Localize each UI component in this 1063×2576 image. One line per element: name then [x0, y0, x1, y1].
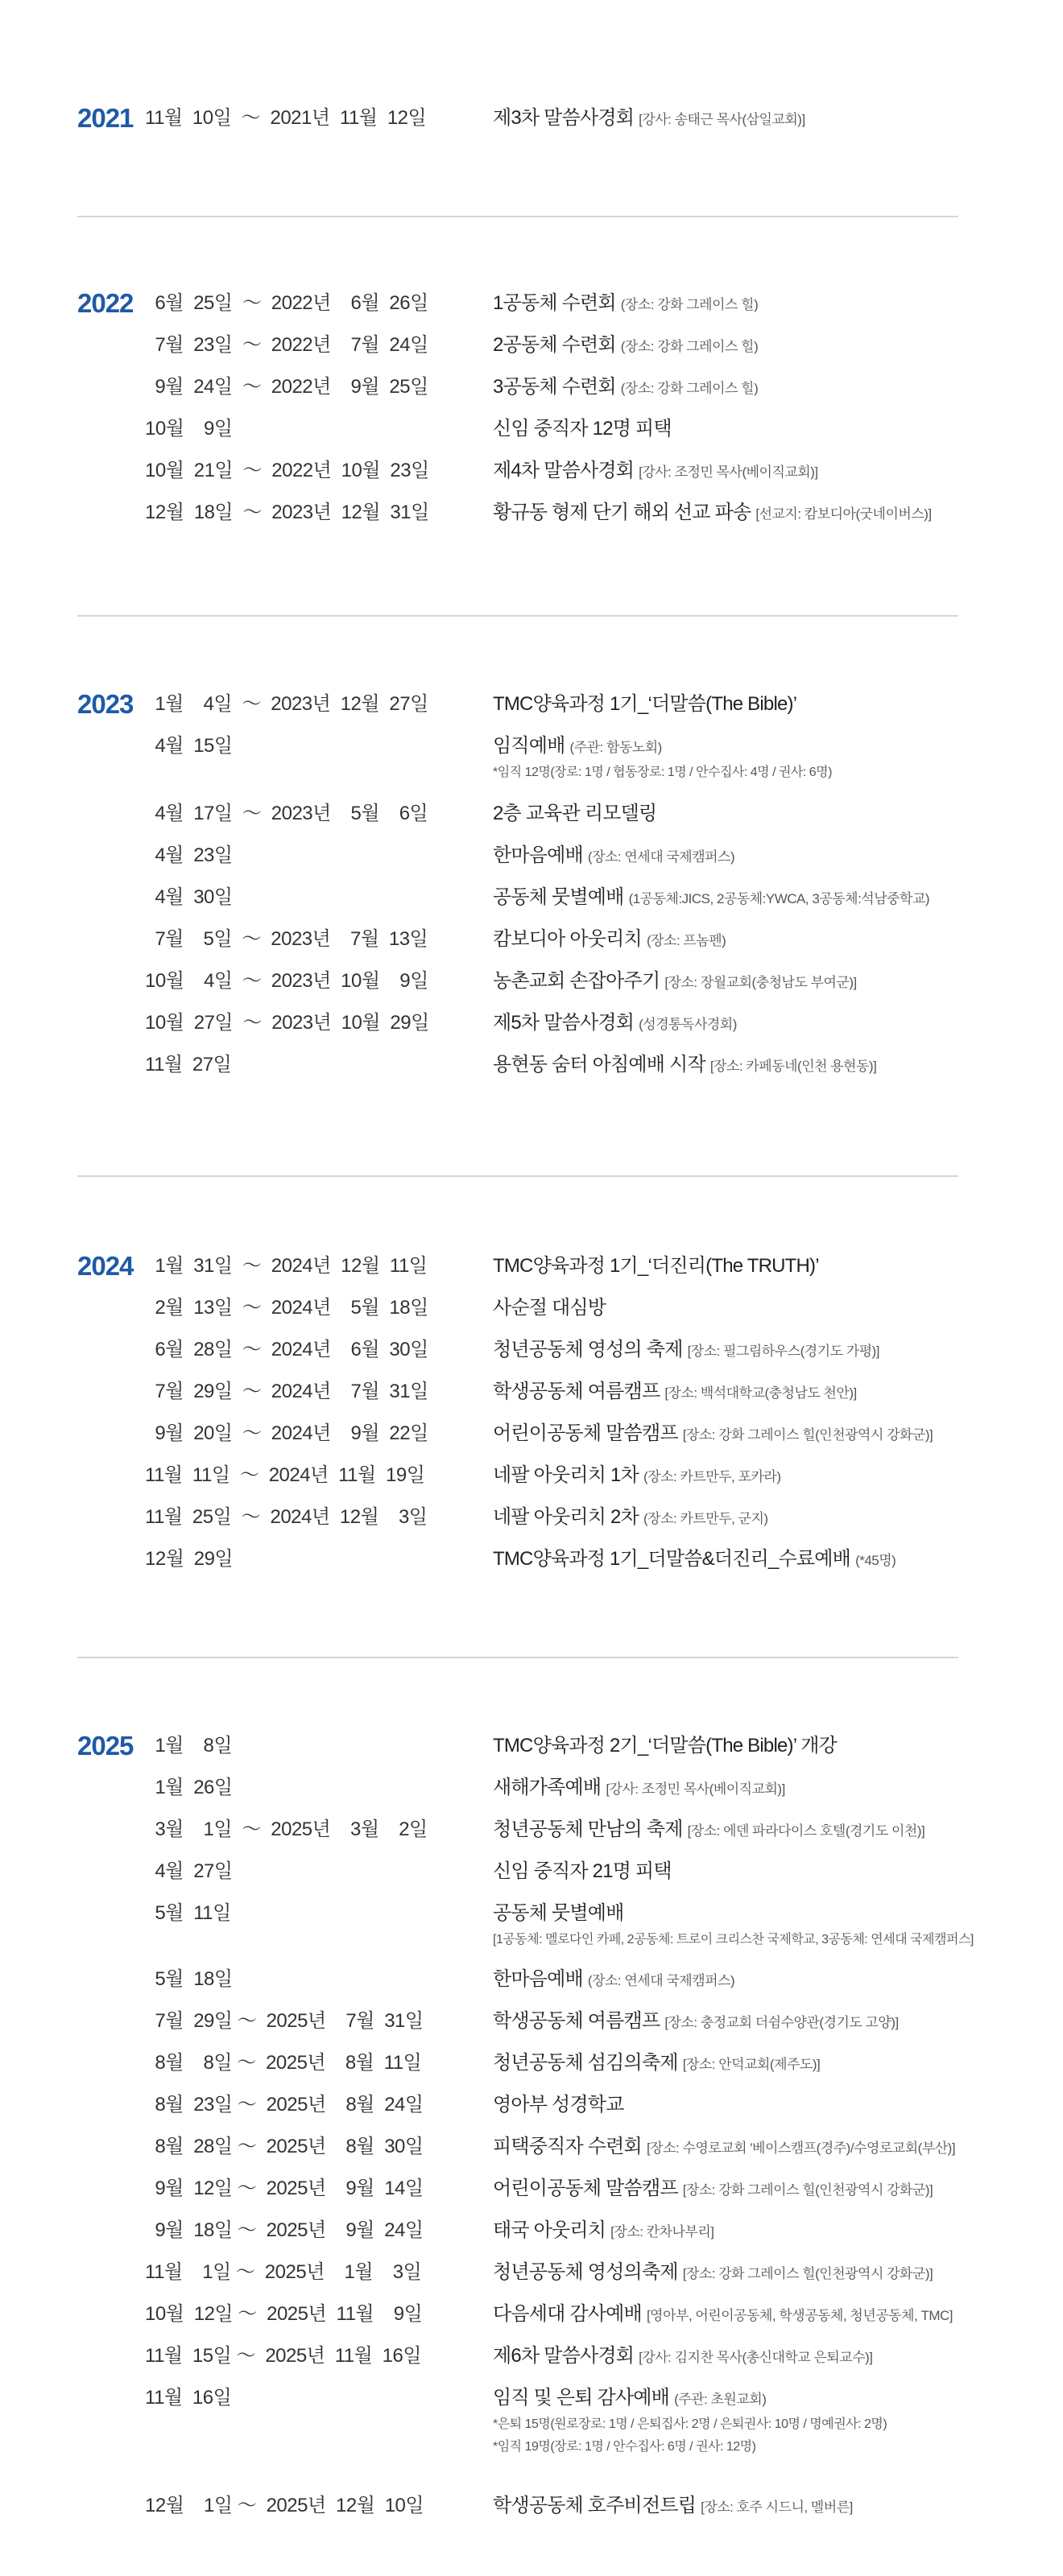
- event-title-text: TMC양육과정 1기_‘더말씀(The Bible)’: [493, 693, 797, 715]
- event-row: [0, 499, 1063, 526]
- event-title-text: 영아부 성경학교: [493, 2094, 624, 2116]
- event-title: [493, 968, 857, 997]
- event-title: [493, 332, 758, 361]
- event-title-text: 용현동 숨터 아침예배 시작: [493, 1054, 705, 1075]
- event-row: [0, 1900, 1063, 1946]
- event-row: [0, 2175, 1063, 2202]
- event-date: 7월 5일 ～ 2023년 7월 13일: [145, 928, 428, 950]
- event-date: 6월 28일 ～ 2024년 6월 30일: [145, 1339, 428, 1360]
- event-date: 12월 1일 ～ 2025년 12월 10일: [145, 2495, 424, 2516]
- event-title: [493, 1378, 857, 1407]
- event-title: [493, 1336, 879, 1365]
- event-date: 7월 23일 ～ 2022년 7월 24일: [145, 334, 428, 356]
- event-row: [0, 1858, 1063, 1885]
- event-note: (1공동체:JICS, 2공동체:YWCA, 3공동체:석남중학교): [628, 891, 930, 906]
- event-date: 7월 29일 ～ 2024년 7월 31일: [145, 1381, 428, 1402]
- year-label: 2025: [77, 1731, 134, 1761]
- event-title-text: 제3차 말씀사경회: [493, 107, 635, 129]
- event-note: [장소: 강화 그레이스 힐(인천광역시 강화군)]: [682, 1427, 933, 1443]
- event-note: [강사: 조정민 목사(베이직교회)]: [606, 1781, 785, 1797]
- event-title-text: 농촌교회 손잡아주기: [493, 970, 660, 992]
- event-row: [0, 1504, 1063, 1531]
- event-title: [493, 1900, 624, 1927]
- event-date: 11월 11일 ～ 2024년 11월 19일: [145, 1464, 425, 1486]
- event-date: 4월 30일: [145, 886, 233, 908]
- event-date: 8월 23일 ～ 2025년 8월 24일: [145, 2094, 424, 2116]
- event-title-text: 황규동 형제 단기 해외 선교 파송: [493, 502, 751, 523]
- event-row: [0, 800, 1063, 828]
- event-title: [493, 457, 818, 486]
- event-date: 4월 15일: [145, 735, 233, 757]
- event-note: (성경통독사경회): [639, 1017, 737, 1032]
- event-title-text: 사순절 대심방: [493, 1297, 606, 1319]
- event-title-text: TMC양육과정 2기_‘더말씀(The Bible)’ 개강: [493, 1735, 838, 1757]
- event-date: 1월 8일: [145, 1735, 233, 1757]
- event-row: [0, 332, 1063, 359]
- event-title-text: 다음세대 감사예배: [493, 2303, 642, 2325]
- event-row: [0, 1546, 1063, 1573]
- event-row: [0, 2050, 1063, 2077]
- event-title: [493, 2217, 714, 2246]
- event-note: (장소: 프놈펜): [646, 933, 726, 948]
- event-note: [강사: 송태근 목사(삼일교회)]: [639, 112, 805, 127]
- event-row: [0, 968, 1063, 995]
- event-date: 9월 18일 ～ 2025년 9월 24일: [145, 2219, 424, 2241]
- event-title: [493, 2343, 873, 2372]
- event-note: [장소: 카페동네(인천 용현동)]: [709, 1059, 877, 1074]
- event-note: [장소: 장월교회(충청남도 부여군)]: [664, 975, 857, 990]
- event-title-text: 네팔 아웃리치 2차: [493, 1506, 639, 1528]
- event-date: 5월 18일: [145, 1968, 233, 1990]
- event-date: 9월 24일 ～ 2022년 9월 25일: [145, 376, 428, 398]
- event-note: [영아부, 어린이공동체, 학생공동체, 청년공동체, TMC]: [646, 2308, 953, 2323]
- event-title-text: 3공동체 수련회: [493, 376, 616, 398]
- event-date: 10월 27일 ～ 2023년 10월 29일: [145, 1012, 429, 1034]
- event-date: 11월 16일: [145, 2387, 232, 2409]
- event-title-text: 어린이공동체 말씀캠프: [493, 2178, 678, 2199]
- section-divider: [77, 1175, 958, 1177]
- event-title-text: 제6차 말씀사경회: [493, 2345, 635, 2367]
- event-title: [493, 2492, 853, 2521]
- event-title-text: 학생공동체 여름캠프: [493, 1381, 660, 1402]
- event-note: [장소: 충정교회 더쉼수양관(경기도 고양)]: [664, 2015, 899, 2030]
- section-divider: [77, 216, 958, 217]
- event-title: [493, 800, 656, 828]
- event-title-text: 1공동체 수련회: [493, 292, 616, 314]
- event-row: [0, 2008, 1063, 2035]
- event-row: [0, 733, 1063, 779]
- event-title: [493, 1009, 737, 1038]
- event-row: [0, 1051, 1063, 1079]
- event-date: 11월 27일: [145, 1054, 232, 1075]
- event-title-text: 학생공동체 여름캠프: [493, 2010, 660, 2032]
- event-title: [493, 733, 662, 762]
- event-title: [493, 2008, 899, 2037]
- event-date: 6월 25일 ～ 2022년 6월 26일: [145, 292, 428, 314]
- event-date: 1월 4일 ～ 2023년 12월 27일: [145, 693, 428, 715]
- event-title: [493, 2133, 955, 2162]
- event-title-text: 피택중직자 수련회: [493, 2136, 642, 2157]
- event-title: [493, 1462, 781, 1491]
- event-row: [0, 2343, 1063, 2370]
- event-row: [0, 2091, 1063, 2119]
- year-label: 2024: [77, 1251, 134, 1281]
- event-title: [493, 1732, 837, 1760]
- event-date: 4월 27일: [145, 1860, 233, 1882]
- event-row: [0, 2301, 1063, 2328]
- event-title-text: 임직예배: [493, 735, 565, 757]
- event-title-text: 새해가족예배: [493, 1777, 602, 1798]
- event-row: [0, 290, 1063, 317]
- event-note: (장소: 강화 그레이스 힐): [620, 297, 759, 312]
- event-title-text: 청년공동체 만남의 축제: [493, 1818, 683, 1840]
- year-label: 2021: [77, 103, 134, 133]
- event-subnote: [1공동체: 멜로다인 카페, 2공동체: 트로이 크리스찬 국제학교, 3공동체: 연세대 국제캠퍼스]: [493, 1933, 974, 1946]
- event-title: [493, 415, 672, 443]
- event-row: [0, 1732, 1063, 1760]
- event-title-text: 청년공동체 영성의 축제: [493, 1339, 683, 1360]
- event-title: [493, 926, 726, 955]
- event-title-text: 공동체 뭇별예배: [493, 1902, 624, 1924]
- event-date: 4월 23일: [145, 844, 233, 866]
- event-title: [493, 1420, 933, 1449]
- event-date: 7월 29일 ～ 2025년 7월 31일: [145, 2010, 424, 2032]
- event-row: [0, 1336, 1063, 1364]
- event-note: (장소: 연세대 국제캠퍼스): [587, 1973, 735, 1988]
- event-row: [0, 842, 1063, 869]
- event-title-text: 신임 중직자 12명 피택: [493, 418, 672, 440]
- event-row: [0, 2133, 1063, 2161]
- event-note: [강사: 김지찬 목사(총신대학교 은퇴교수)]: [639, 2350, 873, 2365]
- event-date: 9월 12일 ～ 2025년 9월 14일: [145, 2178, 424, 2199]
- event-note: [장소: 수영로교회 '베이스캠프(경주)/수영로교회(부산)]: [646, 2140, 956, 2156]
- event-row: [0, 2217, 1063, 2244]
- event-date: 10월 12일 ～ 2025년 11월 9일: [145, 2303, 423, 2325]
- event-date: 10월 9일: [145, 418, 233, 440]
- event-title: [493, 2091, 624, 2119]
- event-note: [장소: 백석대학교(충청남도 천안)]: [664, 1385, 857, 1401]
- event-row: [0, 884, 1063, 911]
- event-date: 3월 1일 ～ 2025년 3월 2일: [145, 1818, 428, 1840]
- year-label: 2023: [77, 689, 134, 719]
- event-title-text: TMC양육과정 1기_더말씀&더진리_수료예배: [493, 1548, 851, 1570]
- event-date: 11월 10일 ～ 2021년 11월 12일: [145, 107, 427, 129]
- event-row: [0, 926, 1063, 953]
- event-row: [0, 1966, 1063, 1993]
- event-row: [0, 1774, 1063, 1802]
- event-title: [493, 884, 929, 913]
- event-title: [493, 1774, 785, 1803]
- event-title-text: 학생공동체 호주비전트립: [493, 2495, 697, 2516]
- event-title-text: 네팔 아웃리치 1차: [493, 1464, 639, 1486]
- event-subnote: *은퇴 15명(원로장로: 1명 / 은퇴집사: 2명 / 은퇴권사: 10명 / 명예권사: 2명): [493, 2417, 887, 2431]
- event-row: [0, 415, 1063, 443]
- event-date: 5월 11일: [145, 1902, 231, 1924]
- event-row: [0, 1378, 1063, 1406]
- event-note: (주관: 함동노회): [569, 740, 662, 755]
- event-title: [493, 1504, 768, 1533]
- event-row: [0, 374, 1063, 401]
- event-note: [장소: 안덕교회(제주도)]: [682, 2057, 821, 2072]
- event-row: [0, 2259, 1063, 2286]
- event-title: [493, 2384, 766, 2413]
- year-label: 2022: [77, 288, 134, 318]
- event-note: [장소: 강화 그레이스 힐(인천광역시 강화군)]: [682, 2182, 933, 2198]
- event-title-text: 제4차 말씀사경회: [493, 460, 635, 481]
- event-row: [0, 1294, 1063, 1322]
- event-note: [장소: 필그림하우스(경기도 가평)]: [687, 1344, 880, 1359]
- event-title: [493, 2050, 820, 2079]
- event-title: [493, 2301, 953, 2330]
- event-date: 8월 8일 ～ 2025년 8월 11일: [145, 2052, 422, 2074]
- event-title: [493, 290, 758, 319]
- event-note: (장소: 강화 그레이스 힐): [620, 381, 759, 396]
- event-date: 10월 4일 ～ 2023년 10월 9일: [145, 970, 428, 992]
- event-row: [0, 457, 1063, 485]
- event-note: [장소: 칸차나부리]: [610, 2224, 714, 2240]
- event-title: [493, 691, 796, 718]
- event-title: [493, 1816, 924, 1845]
- event-title-text: 한마음예배: [493, 844, 583, 866]
- event-date: 11월 1일 ～ 2025년 1월 3일: [145, 2261, 422, 2283]
- event-title: [493, 374, 758, 402]
- event-title: [493, 1294, 606, 1322]
- event-row: [0, 1009, 1063, 1037]
- event-note: [장소: 강화 그레이스 힐(인천광역시 강화군)]: [682, 2266, 933, 2281]
- event-note: (장소: 강화 그레이스 힐): [620, 339, 759, 354]
- event-note: [선교지: 캄보디아(굿네이버스)]: [755, 506, 932, 522]
- event-title-text: 2공동체 수련회: [493, 334, 616, 356]
- event-note: [장소: 에덴 파라다이스 호텔(경기도 이천)]: [687, 1823, 925, 1839]
- event-date: 12월 18일 ～ 2023년 12월 31일: [145, 502, 429, 523]
- event-title-text: 어린이공동체 말씀캠프: [493, 1422, 678, 1444]
- event-title-text: 2층 교육관 리모델링: [493, 803, 657, 824]
- event-title-text: TMC양육과정 1기_‘더진리(The TRUTH)’: [493, 1255, 819, 1277]
- event-row: [0, 105, 1063, 132]
- event-title: [493, 1051, 876, 1080]
- event-date: 4월 17일 ～ 2023년 5월 6일: [145, 803, 428, 824]
- event-title: [493, 499, 932, 528]
- event-date: 11월 15일 ～ 2025년 11월 16일: [145, 2345, 422, 2367]
- event-note: (주관: 초원교회): [674, 2392, 767, 2407]
- event-title: [493, 1858, 672, 1885]
- event-note: (장소: 카트만두, 포카라): [643, 1469, 781, 1484]
- event-title: [493, 105, 805, 134]
- event-title-text: 제5차 말씀사경회: [493, 1012, 635, 1034]
- event-row: [0, 1420, 1063, 1447]
- event-subnote: *임직 19명(장로: 1명 / 안수집사: 6명 / 권사: 12명): [493, 2440, 756, 2454]
- event-title: [493, 1966, 734, 1995]
- event-title: [493, 2175, 933, 2204]
- event-title-text: 한마음예배: [493, 1968, 583, 1990]
- event-date: 1월 31일 ～ 2024년 12월 11일: [145, 1255, 428, 1277]
- event-date: 10월 21일 ～ 2022년 10월 23일: [145, 460, 429, 481]
- event-row: [0, 1816, 1063, 1843]
- event-date: 9월 20일 ～ 2024년 9월 22일: [145, 1422, 428, 1444]
- event-row: [0, 1253, 1063, 1280]
- event-row: [0, 691, 1063, 718]
- event-title-text: 청년공동체 영성의축제: [493, 2261, 678, 2283]
- event-note: (장소: 연세대 국제캠퍼스): [587, 849, 735, 865]
- event-date: 2월 13일 ～ 2024년 5월 18일: [145, 1297, 428, 1319]
- event-row: [0, 2492, 1063, 2520]
- section-divider: [77, 1657, 958, 1658]
- event-title-text: 신임 중직자 21명 피택: [493, 1860, 672, 1882]
- event-title: [493, 842, 734, 871]
- event-title: [493, 1253, 819, 1280]
- event-title-text: 임직 및 은퇴 감사예배: [493, 2387, 670, 2409]
- event-note: (*45명): [855, 1553, 896, 1568]
- event-note: [강사: 조정민 목사(베이직교회)]: [639, 464, 818, 480]
- event-row: [0, 1462, 1063, 1489]
- event-date: 11월 25일 ～ 2024년 12월 3일: [145, 1506, 428, 1528]
- event-title: [493, 1546, 895, 1575]
- event-row: [0, 2384, 1063, 2454]
- event-note: (장소: 카트만두, 군지): [643, 1511, 768, 1526]
- event-date: 8월 28일 ～ 2025년 8월 30일: [145, 2136, 424, 2157]
- event-subnote: *임직 12명(장로: 1명 / 협동장로: 1명 / 안수집사: 4명 / 권사: 6명): [493, 766, 832, 779]
- event-title-text: 태국 아웃리치: [493, 2219, 606, 2241]
- event-date: 1월 26일: [145, 1777, 233, 1798]
- event-note: [장소: 호주 시드니, 멜버른]: [701, 2500, 853, 2515]
- event-title-text: 공동체 뭇별예배: [493, 886, 624, 908]
- event-title: [493, 2259, 933, 2288]
- event-date: 12월 29일: [145, 1548, 234, 1570]
- event-title-text: 청년공동체 섬김의축제: [493, 2052, 678, 2074]
- section-divider: [77, 615, 958, 617]
- event-title-text: 캄보디아 아웃리치: [493, 928, 642, 950]
